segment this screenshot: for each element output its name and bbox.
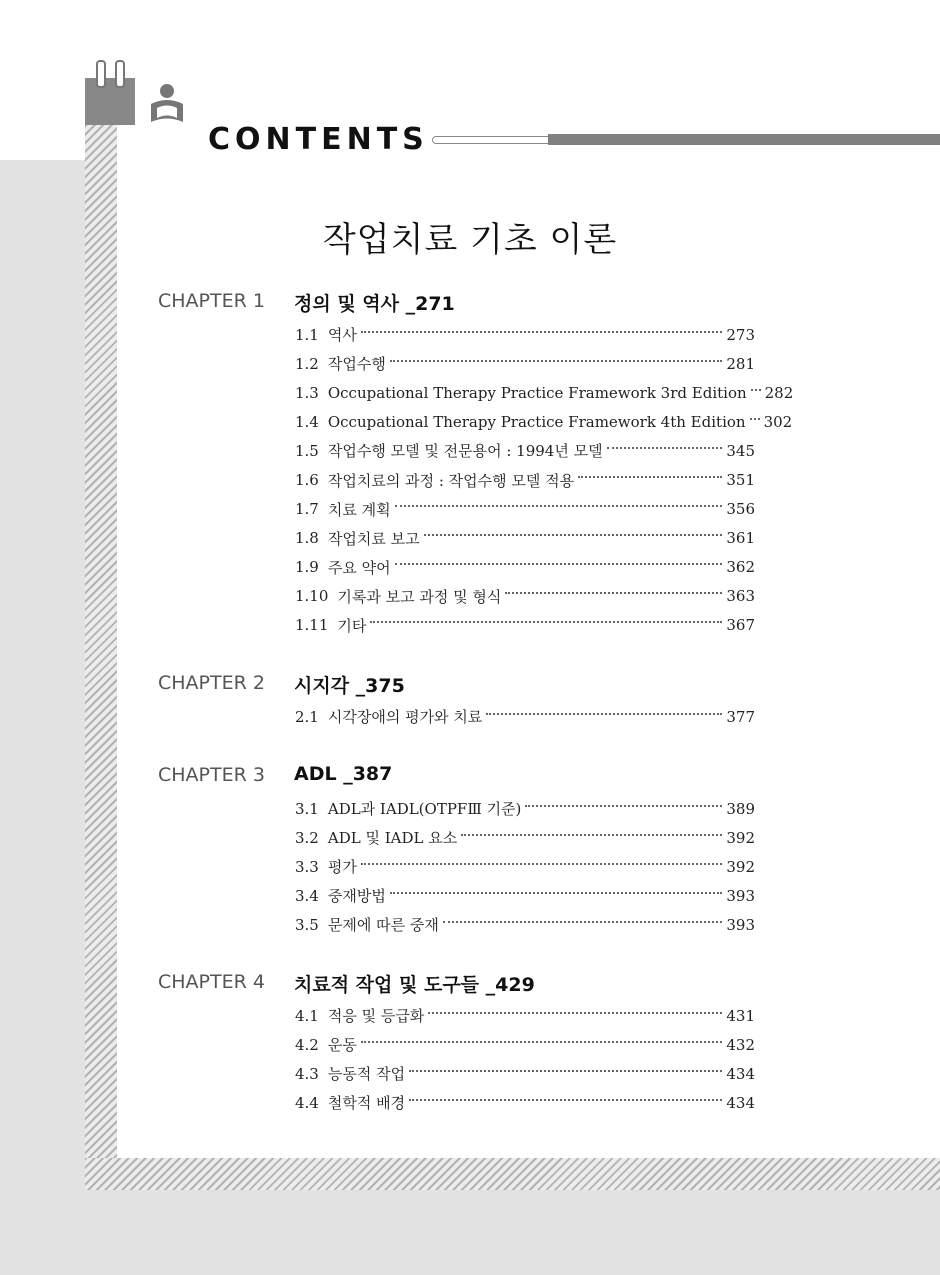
toc-entry[interactable] [295, 881, 755, 910]
toc-entry[interactable] [295, 1059, 755, 1088]
entry-page-number: 363 [726, 587, 755, 606]
entry-number: 3.3 [295, 857, 319, 876]
dot-leader [428, 1012, 722, 1014]
entry-number: 3.5 [295, 915, 319, 934]
chapter-label: CHAPTER 4 [158, 971, 265, 993]
entry-page-number: 432 [726, 1035, 755, 1054]
entry-number: 1.10 [295, 587, 329, 606]
chapter-label: CHAPTER 1 [158, 290, 265, 312]
entry-page-number: 431 [726, 1006, 755, 1025]
dot-leader [395, 505, 723, 507]
entry-number: 1.9 [295, 558, 319, 577]
dot-leader [750, 418, 760, 420]
entry-page-number: 392 [726, 857, 755, 876]
entry-number: 3.2 [295, 828, 319, 847]
toc-entry[interactable] [295, 852, 755, 881]
entry-title: 작업치료 보고 [327, 529, 420, 548]
dot-leader [370, 621, 722, 623]
chapter-label: CHAPTER 2 [158, 672, 265, 694]
entry-page-number: 434 [726, 1093, 755, 1112]
toc-entry[interactable] [295, 910, 755, 939]
dot-leader [486, 713, 722, 715]
entry-number: 1.11 [295, 616, 329, 635]
dot-leader [461, 834, 722, 836]
entry-title: 적응 및 등급화 [327, 1007, 425, 1026]
entry-number: 4.4 [295, 1093, 319, 1112]
toc-entry[interactable] [295, 582, 755, 611]
entry-number: 2.1 [295, 707, 319, 726]
contents-heading: CONTENTS [208, 122, 429, 157]
dot-leader [409, 1099, 722, 1101]
entry-number: 3.4 [295, 886, 319, 905]
dot-leader [390, 892, 723, 894]
dot-leader [409, 1070, 722, 1072]
dot-leader [751, 389, 761, 391]
dot-leader [361, 863, 723, 865]
entry-title: 운동 [327, 1036, 357, 1055]
entry-page-number: 393 [726, 886, 755, 905]
hatched-border-left [85, 125, 117, 1190]
toc-entry[interactable] [295, 465, 755, 494]
entry-title: 능동적 작업 [327, 1065, 406, 1084]
entry-number: 1.5 [295, 441, 319, 460]
toc-entry[interactable] [295, 611, 755, 640]
toc-entry[interactable] [295, 407, 793, 436]
toc-entry[interactable] [295, 823, 755, 852]
entry-page-number: 362 [726, 558, 755, 577]
chapter-title[interactable]: ADL _387 [294, 763, 393, 785]
entry-page-number: 361 [726, 529, 755, 548]
entry-title: Occupational Therapy Practice Framework 3rd Edition [327, 383, 747, 402]
dot-leader [578, 476, 722, 478]
entry-page-number: 367 [726, 616, 755, 635]
chapter-entry-list [295, 1001, 755, 1117]
toc-entry[interactable] [295, 378, 794, 407]
entry-number: 1.6 [295, 471, 319, 490]
entry-number: 3.1 [295, 799, 319, 818]
entry-title: ADL과 IADL(OTPFⅢ 기준) [327, 800, 522, 819]
entry-page-number: 389 [726, 799, 755, 818]
entry-title: 역사 [327, 326, 357, 345]
chapter-entry-list [295, 702, 755, 731]
dot-leader [361, 331, 723, 333]
entry-title: 작업치료의 과정 : 작업수행 모델 적용 [327, 471, 575, 490]
entry-title: 기록과 보고 과정 및 형식 [337, 587, 502, 606]
chapter-title[interactable]: 치료적 작업 및 도구들 _429 [294, 974, 535, 996]
entry-number: 1.4 [295, 412, 319, 431]
toc-entry[interactable] [295, 436, 755, 465]
toc-entry[interactable] [295, 1088, 755, 1117]
entry-title: 작업수행 [327, 355, 386, 374]
hatched-border-bottom [85, 1158, 940, 1190]
entry-page-number: 282 [764, 383, 794, 402]
dot-leader [361, 1041, 723, 1043]
entry-number: 4.2 [295, 1035, 319, 1054]
entry-number: 4.3 [295, 1064, 319, 1083]
entry-title: 치료 계획 [327, 500, 391, 519]
entry-number: 1.8 [295, 529, 319, 548]
entry-page-number: 273 [726, 325, 755, 344]
entry-title: 문제에 따른 중재 [327, 916, 439, 935]
heading-rule-bar [548, 134, 940, 145]
entry-title: 작업수행 모델 및 전문용어 : 1994년 모델 [327, 442, 603, 461]
entry-page-number: 356 [726, 500, 755, 519]
toc-entry[interactable] [295, 349, 755, 378]
dot-leader [607, 447, 723, 449]
binder-ring-icon [115, 60, 125, 88]
dot-leader [525, 805, 722, 807]
entry-page-number: 392 [726, 828, 755, 847]
toc-entry[interactable] [295, 702, 755, 731]
toc-entry[interactable] [295, 1001, 755, 1030]
entry-title: Occupational Therapy Practice Framework 4th Edition [327, 412, 746, 431]
entry-number: 1.1 [295, 325, 319, 344]
entry-title: 평가 [327, 858, 357, 877]
entry-title: 기타 [337, 616, 367, 635]
chapter-title[interactable]: 시지각 _375 [294, 675, 405, 697]
dot-leader [443, 921, 723, 923]
book-title: 작업치료 기초 이론 [322, 220, 618, 260]
entry-number: 4.1 [295, 1006, 319, 1025]
chapter-label: CHAPTER 3 [158, 764, 265, 786]
toc-entry[interactable] [295, 794, 755, 823]
dot-leader [390, 360, 723, 362]
entry-title: 시각장애의 평가와 치료 [327, 708, 483, 727]
chapter-title[interactable]: 정의 및 역사 _271 [294, 293, 455, 315]
toc-entry[interactable] [295, 524, 755, 553]
toc-entry[interactable] [295, 320, 755, 349]
entry-number: 1.2 [295, 354, 319, 373]
dot-leader [424, 534, 723, 536]
chapter-entry-list [295, 320, 794, 640]
chapter-entry-list [295, 794, 755, 939]
entry-page-number: 434 [726, 1064, 755, 1083]
entry-number: 1.3 [295, 383, 319, 402]
entry-title: 철학적 배경 [327, 1094, 406, 1113]
entry-page-number: 351 [726, 471, 755, 490]
reader-icon [148, 82, 186, 126]
entry-page-number: 281 [726, 354, 755, 373]
entry-page-number: 302 [763, 412, 793, 431]
entry-page-number: 393 [726, 915, 755, 934]
entry-number: 1.7 [295, 500, 319, 519]
entry-page-number: 345 [726, 441, 755, 460]
binder-ring-icon [96, 60, 106, 88]
binder-tab-icon [85, 78, 135, 125]
toc-entry[interactable] [295, 553, 755, 582]
toc-entry[interactable] [295, 1030, 755, 1059]
entry-page-number: 377 [726, 707, 755, 726]
entry-title: 중재방법 [327, 887, 386, 906]
dot-leader [505, 592, 722, 594]
toc-entry[interactable] [295, 495, 755, 524]
entry-title: 주요 약어 [327, 558, 391, 577]
dot-leader [395, 563, 723, 565]
entry-title: ADL 및 IADL 요소 [327, 829, 458, 848]
